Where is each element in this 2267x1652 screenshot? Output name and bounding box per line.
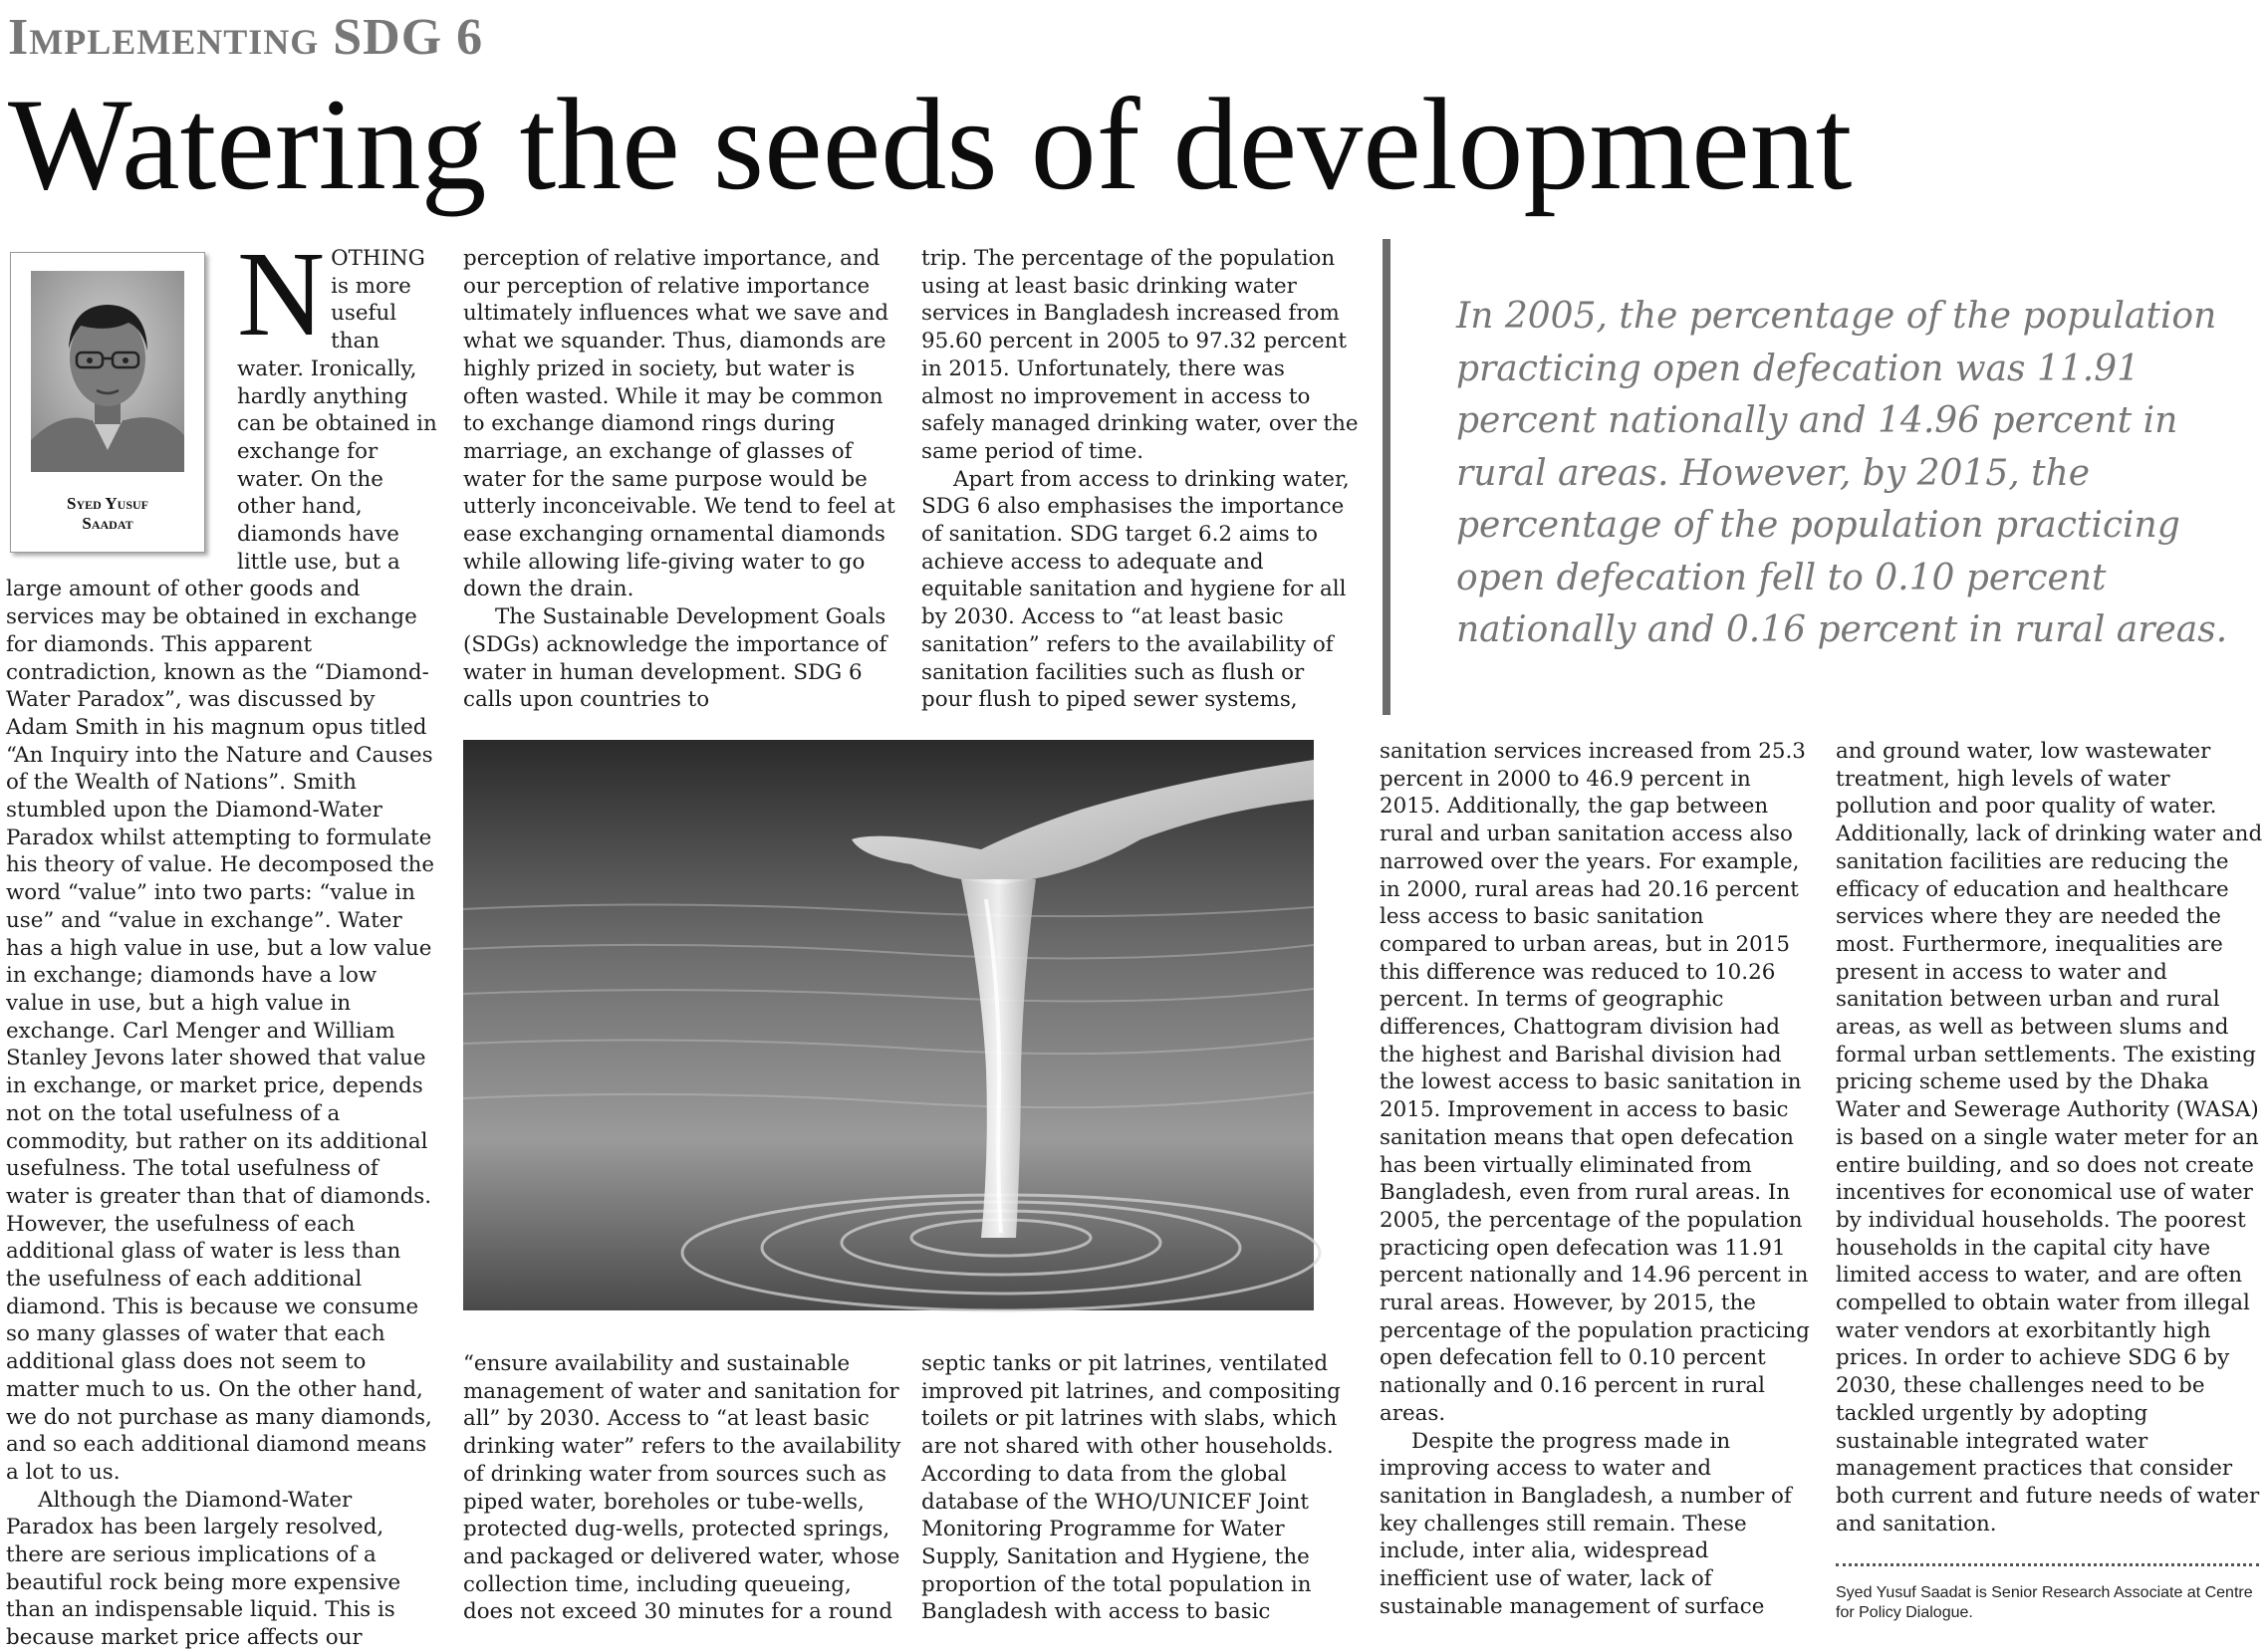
- column-3-bottom: [921, 1350, 1360, 1629]
- column-2-bottom: [463, 1350, 901, 1629]
- col2-paragraph-2: The Sustainable Development Goals (SDGs) acknowledge the importance of water in human development. SDG 6 calls upon countries to: [463, 604, 887, 713]
- pull-quote: [1383, 239, 2259, 715]
- column-2-top: [463, 245, 901, 713]
- col2-bottom-paragraph: “ensure availability and sustainable management of water and sanitation for all” by 2030. Access to “at least basic drinking water” refers to the availability of drinking water from sources such as piped water, boreholes or tube-wells, protected dug-wells, protected springs, and packaged or delivered water, whose collection time, including queueing, does not exceed 30 minutes for a round: [463, 1351, 901, 1625]
- col2-paragraph-1: perception of relative importance, and our perception of relative importance ultimately influences what we save and what we squander. Thus, diamonds are highly prized in society, but water is often wasted. While it may be common to exchange diamond rings during marriage, an exchange of glasses of water for the same purpose would be utterly inconceivable. We tend to feel at ease exchanging ornamental diamonds while allowing life-giving water to go down the drain.: [463, 246, 895, 602]
- author-name-line2: Saadat: [82, 514, 133, 533]
- col5-paragraph-1: and ground water, low wastewater treatment, high levels of water pollution and poor quality of water. Additionally, lack of drinking water and sanitation facilities are reducing the efficacy of education and healthcare services where they are needed the most. Furthermore, inequalities are present in access to water and sanitation between urban and rural areas, as well as between slums and formal urban settlements. The existing pricing scheme used by the Dhaka Water and Sewerage Authority (WASA) is based on a single water meter for an entire building, and so does not create incentives for economical use of water by individual households. The poorest households in the capital city have limited access to water, and are often compelled to obtain water from illegal water vendors at exorbitantly high prices. In order to achieve SDG 6 by 2030, these challenges need to be tackled urgently by adopting sustainable integrated water management practices that consider both current and future needs of water and sanitation.: [1836, 739, 2263, 1536]
- col4-paragraph-2: Despite the progress made in improving access to water and sanitation in Bangladesh, a number of key challenges still remain. These include, inter alia, widespread inefficient use of water, lack of sustainable management of surface: [1380, 1428, 1792, 1619]
- author-name-line1: Syed Yusuf: [66, 494, 149, 513]
- col1-paragraph-2: Although the Diamond-Water Paradox has been largely resolved, there are serious implications of a beautiful rock being more expensive than an indispensable liquid. This is because market price affects our: [6, 1487, 401, 1651]
- col4-paragraph-1: sanitation services increased from 25.3 percent in 2000 to 46.9 percent in 2015. Additionally, the gap between rural and urban sanitation access also narrowed over the years. For example, in 2000, rural areas had 20.16 percent less access to basic sanitation compared to urban areas, but in 2015 this difference was reduced to 10.26 percent. In terms of geographic differences, Chattogram division had the highest and Barishal division had the lowest access to basic sanitation in 2015. Improvement in access to basic sanitation means that open defecation has been virtually eliminated from Bangladesh, even from rural areas. In 2005, the percentage of the population practicing open defecation was 11.91 percent nationally and 14.96 percent in rural areas. However, by 2015, the percentage of the population practicing open defecation fell to 0.10 percent nationally and 0.16 percent in rural areas.: [1380, 739, 1810, 1426]
- hand-pouring-water-photo-icon: [463, 740, 1314, 1310]
- section-kicker: Implementing SDG 6: [8, 9, 484, 66]
- column-3-top: [921, 245, 1360, 713]
- column-4: [1380, 738, 1818, 1629]
- column-1: [6, 227, 437, 1651]
- pull-quote-text: In 2005, the percentage of the population practicing open defecation was 11.91 percent nationally and 14.96 percent in rural areas. However, by 2015, the percentage of the population practicing open defecation fell to 0.10 percent nationally and 0.16 percent in rural areas.: [1456, 296, 2228, 650]
- col3-paragraph-2: Apart from access to drinking water, SDG 6 also emphasises the importance of sanitation. SDG target 6.2 aims to achieve access to adequate and equitable sanitation and hygiene for all by 2030. Access to “at least basic sanitation” refers to the availability of sanitation facilities such as flush or pour flush to piped sewer systems,: [921, 466, 1350, 713]
- bio-divider: [1836, 1563, 2259, 1566]
- drop-cap: N: [237, 227, 326, 361]
- photo-spacer: [6, 245, 237, 574]
- col3-paragraph-1: trip. The percentage of the population using at least basic drinking water services in Bangladesh increased from 95.60 percent in 2005 to 97.32 percent in 2015. Unfortunately, there was almost no improvement in access to safely managed drinking water, over the same period of time.: [921, 246, 1359, 464]
- col1-paragraph-1: OTHING is more useful than water. Ironically, hardly anything can be obtained in exchange for water. On the other hand, diamonds have little use, but a large amount of other goods and services may be obtained in exchange for diamonds. This apparent contradiction, known as the “Diamond-Water Paradox”, was discussed by Adam Smith in his magnum opus titled “An Inquiry into the Nature and Causes of the Wealth of Nations”. Smith stumbled upon the Diamond-Water Paradox whilst attempting to formulate his theory of value. He decomposed the word “value” into two parts: “value in use” and “value in exchange”. Water has a high value in use, but a low value in exchange; diamonds have a low value in use, but a high value in exchange. Carl Menger and William Stanley Jevons later showed that value in exchange, or market price, depends not on the total usefulness of a commodity, but rather on its additional usefulness. The total usefulness of water is greater than that of diamonds. However, the usefulness of each additional glass of water is less than the usefulness of each additional diamond. This is because we consume so many glasses of water that each additional glass does not seem to matter much to us. On the other hand, we do not purchase as many diamonds, and so each additional diamond means a lot to us.: [6, 246, 437, 1485]
- headline: Watering the seeds of development: [8, 71, 1853, 217]
- column-5: [1836, 738, 2264, 1559]
- author-bio: Syed Yusuf Saadat is Senior Research Associate at Centre for Policy Dialogue.: [1836, 1584, 2253, 1621]
- col3-bottom-paragraph: septic tanks or pit latrines, ventilated improved pit latrines, and compositing toilets or pit latrines with slabs, which are not shared with other households. According to data from the global database of the WHO/UNICEF Joint Monitoring Programme for Water Supply, Sanitation and Hygiene, the proportion of the total population in Bangladesh with access to basic: [921, 1351, 1341, 1625]
